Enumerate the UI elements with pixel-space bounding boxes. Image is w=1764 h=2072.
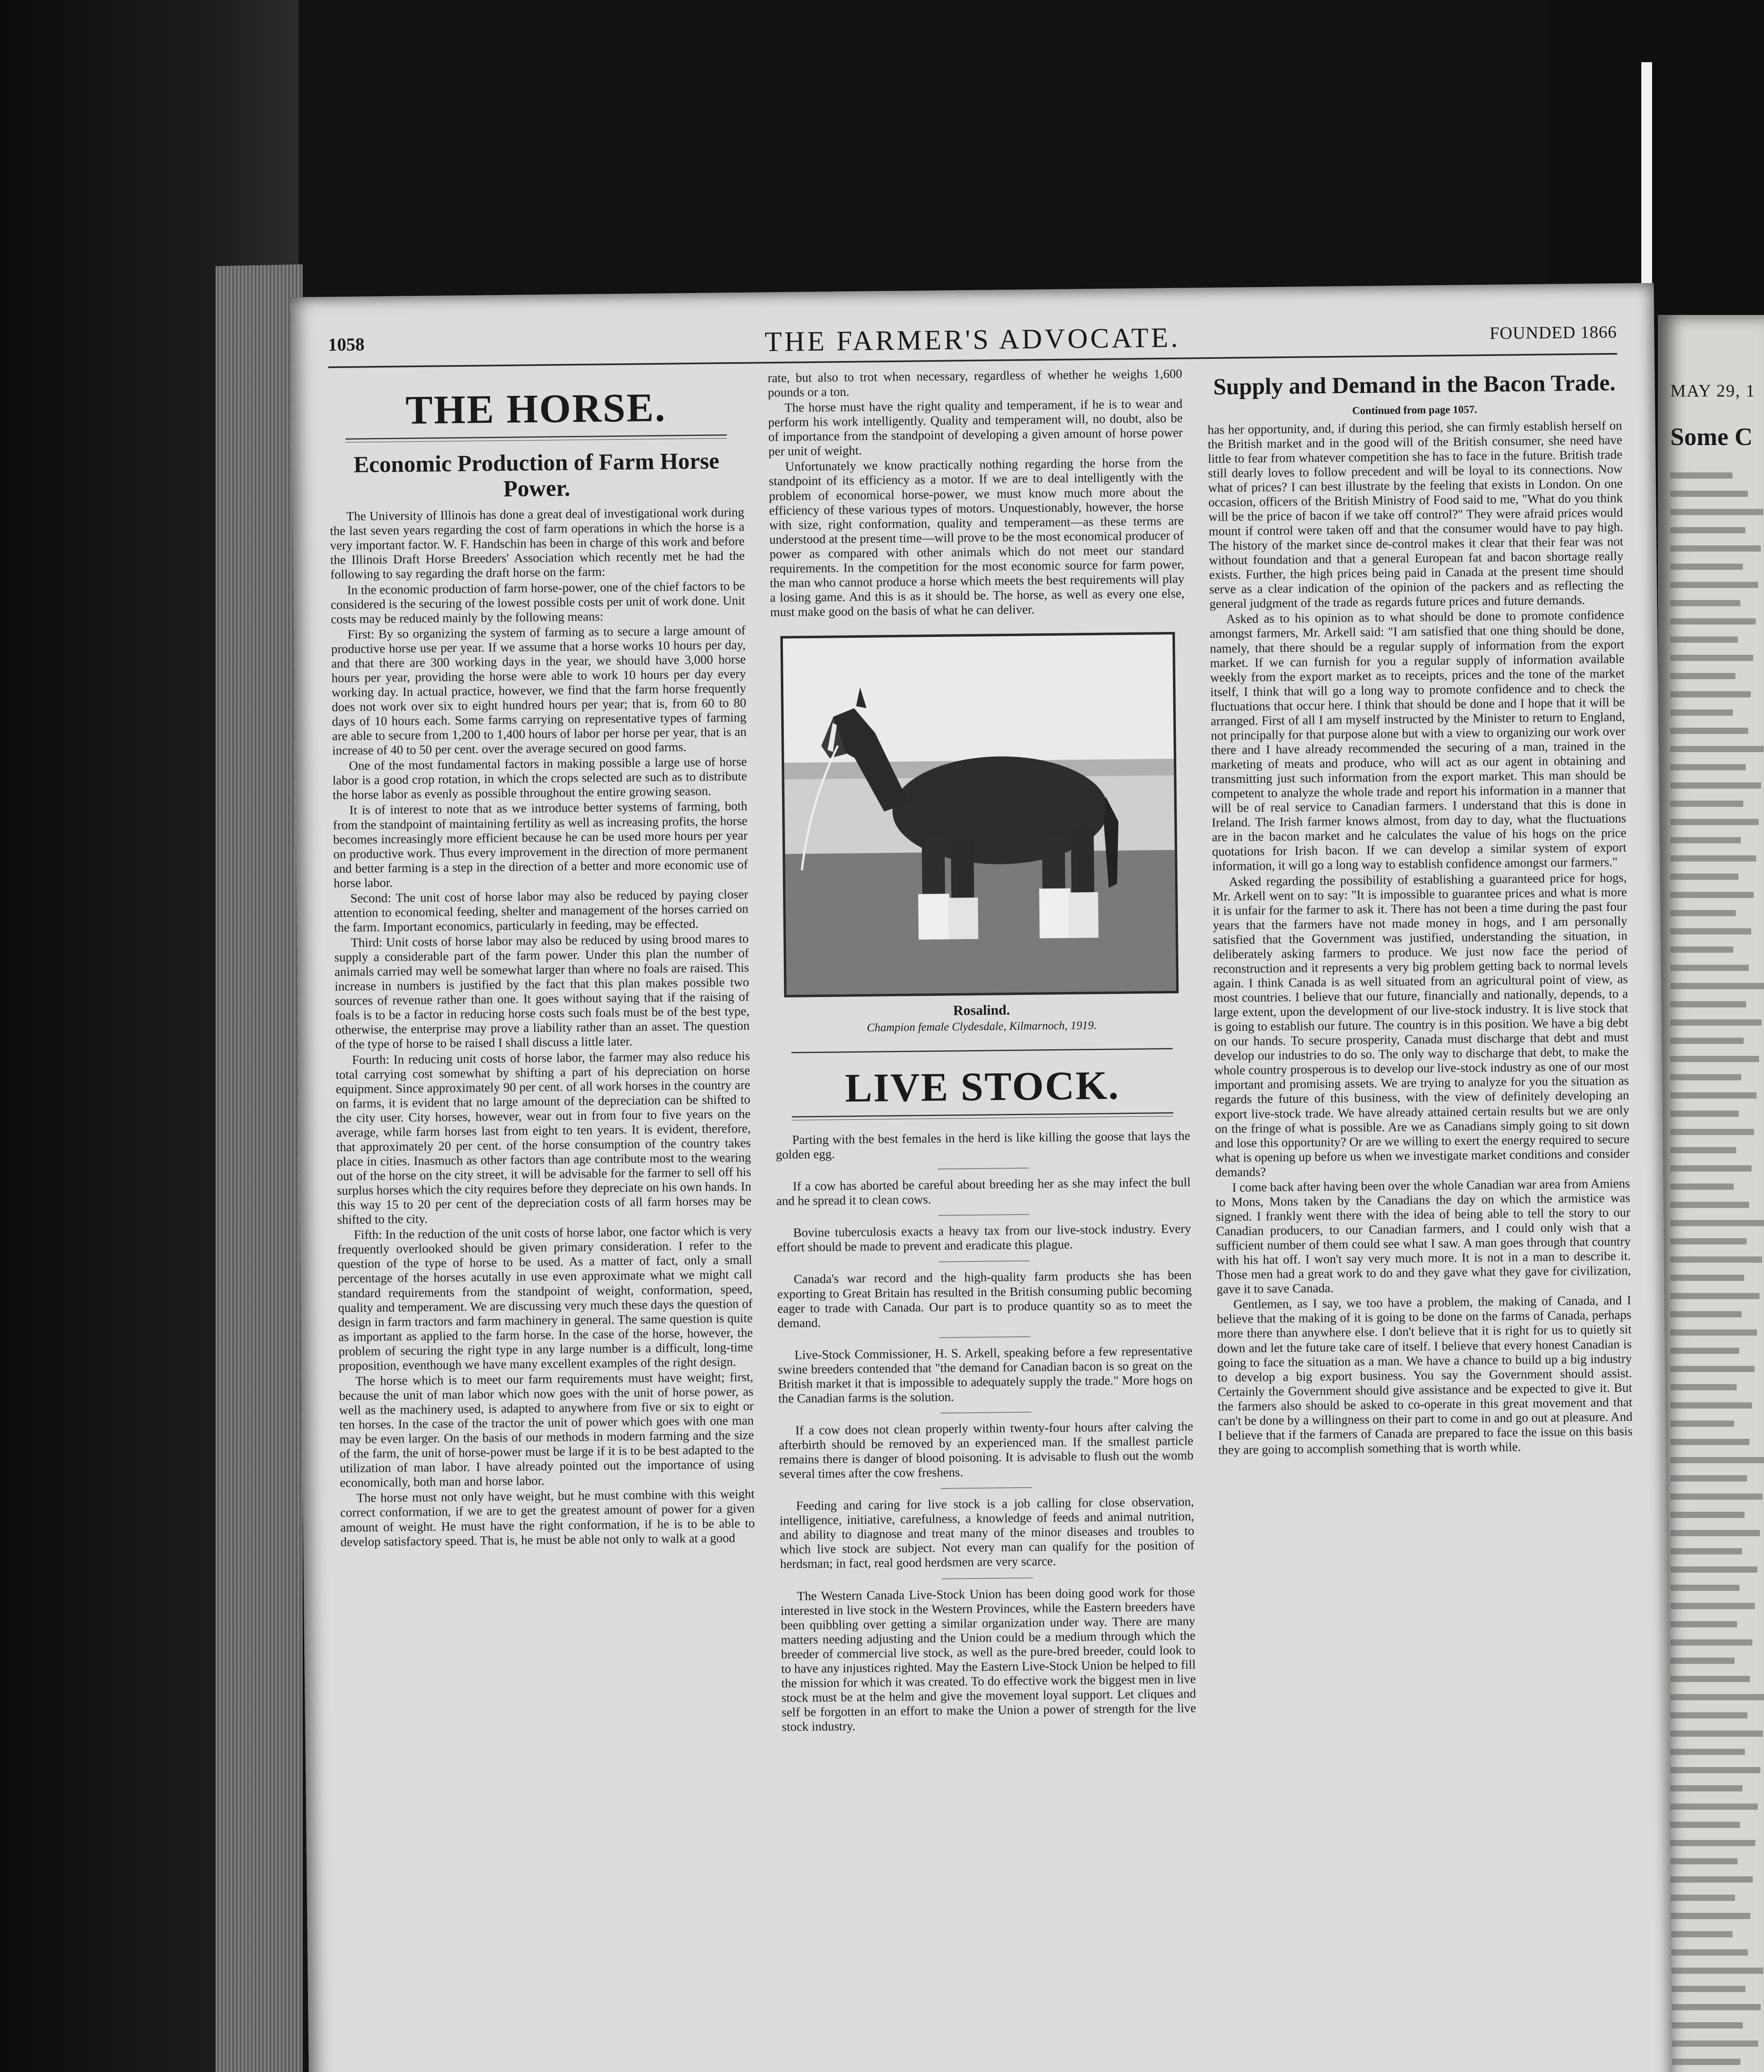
adjacent-text-line bbox=[1670, 1439, 1749, 1445]
item-separator bbox=[940, 1412, 1031, 1414]
item-separator bbox=[939, 1336, 1030, 1338]
adjacent-text-line bbox=[1670, 1822, 1740, 1828]
livestock-item: The Western Canada Live-Stock Union has been doing good work for those interested in live stock in the Western Provinces, while the Eastern breeders have been quibbling over getting a similar organization under way. There are many matters needing adjusting and the Union could be a medium through which the breeder of commercial live stock, as well as the pure-bred breeder, could look to to have any injustices righted. May the Eastern Live-Stock Union be helped to fill the mission for which it was created. To do effective work the biggest men in live stock must be at the helm and give the movement loyal support. Let cliques and self be forgotten in an effort to make the Union a power of strength for the live stock industry. bbox=[780, 1585, 1197, 1734]
adjacent-text-line bbox=[1670, 1749, 1745, 1755]
article-paragraph-continued: rate, but also to trot when necessary, regardless of whether he weighs 1,600 pounds or a ton. bbox=[768, 366, 1182, 400]
adjacent-text-line bbox=[1670, 746, 1764, 752]
adjacent-text-line bbox=[1670, 1256, 1762, 1263]
adjacent-text-line bbox=[1670, 1293, 1759, 1299]
article-paragraph: Unfortunately we know practically nothing regarding the horse from the standpoint of its efficiency as a motor. If we are to deal intelligently with the problem of economical horse-power, we must know much more about the efficiency of these various types of motors. Unquestionably, however, the horse with size, right conformation, quality and temperament—as these terms are understood at the present time—will prove to be the most economical producer of power as compared with other animals which do not meet our standard requirements. In the competition for the most economic source for farm power, the man who cannot produce a horse which meets the best requirements will play a losing game. And this is as it should be. The horse, as well as every one else, must make good on the basis of what he can deliver. bbox=[768, 455, 1185, 620]
adjacent-text-line bbox=[1670, 472, 1732, 479]
adjacent-text-line bbox=[1670, 1475, 1747, 1481]
item-separator bbox=[941, 1487, 1032, 1489]
film-frame-mark-top bbox=[1641, 62, 1652, 319]
adjacent-text-line bbox=[1670, 1968, 1763, 1974]
adjacent-text-line bbox=[1670, 855, 1756, 862]
article-paragraph: The horse which is to meet our farm requirements must have weight; first, because the unit of man labor which now goes with the unit of horse power, as well as the machinery used, is adapted to anywhere from five or six to eight or ten horses. In the case of the tractor the unit of power which goes with one man may be even larger. On the basis of our methods in modern farming and the size of the farm, the unit of horse-power must be large if it is to be best adapted to the utilization of man labor. I have already pointed out the importance of using economically, both man and horse labor. bbox=[339, 1370, 754, 1490]
adjacent-text-line bbox=[1670, 1275, 1744, 1281]
adjacent-text-line bbox=[1670, 1038, 1744, 1044]
adjacent-text-line bbox=[1670, 1767, 1760, 1773]
adjacent-text-line bbox=[1670, 983, 1764, 989]
horse-photograph bbox=[780, 632, 1179, 997]
adjacent-page bbox=[1658, 315, 1764, 2072]
adjacent-text-line bbox=[1670, 509, 1763, 515]
adjacent-text-line bbox=[1670, 1603, 1755, 1609]
article-paragraph: Asked as to his opinion as to what should be done to promote confidence amongst farmers, Mr. Arkell said: "I am satisfied that one thing should be done, namely, that there should be a regular supply of information from the export market. If we can furnish for you a regular supply of information available weekly from the export market as to receipts, prices and the tone of the market itself, I think that will go a long way to promote confidence and to check the fluctuations that occur here. I think that should be done and I hope that it will be arranged. First of all I am myself instructed by the Minister to return to England, not principally for that purpose alone but with a view to organizing our work over there and I have already recommended the securing of a man, trained in the marketing of meats and produce, who will act as our agent in obtaining and transmitting just such information from the export market. This man should be competent to analyze the whole trade and report his information in a manner that will be of real service to Canadian farmers. I understand that this is done in Ireland. The Irish farmer knows almost, from day to day, what the fluctuations are in the bacon market and he calculates the value of his hogs on the price quotations for Irish bacon. If we can develop a similar system of export information, it will go a long way to establish confidence amongst our farmers." bbox=[1209, 608, 1627, 874]
adjacent-text-line bbox=[1670, 1876, 1753, 1883]
adjacent-text-line bbox=[1670, 1165, 1752, 1172]
adjacent-text-line bbox=[1670, 1329, 1757, 1336]
adjacent-text-line bbox=[1670, 1512, 1745, 1518]
adjacent-text-line bbox=[1670, 491, 1748, 497]
article-paragraph: I come back after having been over the whole Canadian war area from Amiens to Mons, Mons taken by the Canadians the day on which the armistice was signed. I frankly went there with the idea of being able to tell the story to our Canadian producers, to our Canadian farmers, and I could only wish that a sufficient number of them could see what I saw. A man goes through that country with his hat off. I won't say very much more. It is not in a man to describe it. Those men had a great work to do and they gave what they gave for civilization, gave it to save Canada. bbox=[1215, 1176, 1631, 1297]
article-paragraph: Fourth: In reducing unit costs of horse labor, the farmer may also reduce his total carrying cost somewhat by shifting a part of his depreciation on horse equipment. Since approximately 90 per cent. of all work horses in the country are on farms, it is evident that no large amount of the depreciation can be shifted to the city user. City horses, however, wear out in from four to five years on the average, while farm horses last from eight to ten years. It is evident, therefore, that approximately 20 per cent. of the horse consumption of the country takes place in cities. Inasmuch as other factors than age contribute most to the wearing out of the horse on the city street, it will be advisable for the farmer to sell off his surplus horses which the city requires before they depreciate on his own hands. In this way 15 to 20 per cent of the depreciation costs of all farm horses may be shifted to the city. bbox=[335, 1048, 752, 1227]
article-paragraph: It is of interest to note that as we introduce better systems of farming, both from the standpoint of maintaining fertility as well as increasing profits, the horse becomes increasingly more efficient because he can be used more hours per year on productive work. Thus every improvement in the direction of more permanent and better farming is a step in the direction of a better and more economic use of horse labor. bbox=[333, 799, 748, 890]
column-1 bbox=[328, 371, 755, 1549]
column-2 bbox=[768, 367, 1196, 1734]
department-title-livestock: LIVE STOCK. bbox=[845, 1063, 1120, 1111]
adjacent-text-line bbox=[1670, 782, 1761, 789]
adjacent-text-line bbox=[1670, 1585, 1740, 1591]
adjacent-text-line bbox=[1670, 1712, 1747, 1719]
article-paragraph: Asked regarding the possibility of establishing a guaranteed price for hogs, Mr. Arkell went on to say: "It is impossible to guarantee prices and what is more it is unfair for the farmer to ask it. There has not been a time during the past four years that the farmers have not made money in hogs, and I am personally satisfied that the Government was justified, understanding the situation, in deliberately asking farmers to produce. We just now face the period of reconstruction and it represents a very big problem getting back to normal levels again. I think Canada is as well situated from an agricultural point of view, as most countries. I believe that our future, financially and nationally, depends, to a large extent, upon the development of our live-stock industry. It is live stock that is going to establish our future. The country is in this position. We have a big debt on our hands. To secure prosperity, Canada must discharge that debt and must develop our industries to do so. The only way to discharge that debt, to make the whole country prosperous is to develop our live-stock industry as one of our most important and promising assets. We are trying to analyze for you the situation as regards the future of this business, with the view of definitely developing an export live-stock trade. We have already attained certain results but we are only on the fringe of what is possible. Are we as Canadians simply going to sit down and lose this opportunity? Or are we willing to exert the energy required to secure what is opening up before us when we investigate market conditions and consider demands? bbox=[1212, 870, 1630, 1179]
founded-line: FOUNDED 1866 bbox=[1489, 322, 1617, 343]
adjacent-text-line bbox=[1670, 1074, 1741, 1080]
livestock-item: Live-Stock Commissioner, H. S. Arkell, speaking before a few representative swine breeders contended that "the demand for Canadian bacon is so great on the British market it that is impossible to adequately supply the trade." More hogs on the Canadian farms is the solution. bbox=[778, 1343, 1193, 1406]
adjacent-text-line bbox=[1670, 1731, 1763, 1737]
newspaper-page bbox=[290, 283, 1675, 2072]
adjacent-text-line bbox=[1670, 1421, 1734, 1427]
adjacent-text-line bbox=[1670, 1001, 1746, 1007]
adjacent-text-line bbox=[1670, 965, 1749, 971]
article-paragraph: One of the most fundamental factors in making possible a large use of horse labor is a good crop rotation, in which the crops selected are such as to distribute the horse labor as evenly as possible throughout the entire growing season. bbox=[332, 755, 747, 802]
adjacent-text-line bbox=[1670, 1548, 1742, 1554]
article-paragraph: First: By so organizing the system of farming as to secure a large amount of productive horse use per year. If we assume that a horse works 10 hours per day, and that there are 300 working days in the year, we should have 3,000 horse hours per year, providing the horse were able to work 10 hours per day every working day. In actual practice, however, we find that the farm horse frequently does not work over six to eight hundred hours per year; that is, from 60 to 80 days of 10 hours each. Some farms carrying on representative types of farming are able to secure from 1,200 to 1,400 hours of labor per horse per year, that is an increase of 40 to 50 per cent. over the average secured on good farms. bbox=[331, 623, 747, 758]
adjacent-text-line bbox=[1670, 1019, 1762, 1026]
adjacent-text-line bbox=[1670, 1056, 1759, 1062]
adjacent-text-line bbox=[1670, 1895, 1735, 1901]
adjacent-text-line bbox=[1670, 1493, 1762, 1500]
page-number: 1058 bbox=[328, 334, 365, 355]
adjacent-text-line bbox=[1670, 1220, 1764, 1226]
adjacent-text-line bbox=[1670, 1202, 1749, 1208]
adjacent-text-line bbox=[1670, 1566, 1757, 1573]
column-3 bbox=[1207, 362, 1633, 1457]
adjacent-text-line bbox=[1670, 1092, 1757, 1099]
adjacent-text-line bbox=[1670, 1986, 1745, 1992]
adjacent-text-line bbox=[1670, 928, 1751, 934]
adjacent-text-line bbox=[1670, 1111, 1739, 1117]
adjacent-text-line bbox=[1670, 1913, 1750, 1919]
adjacent-page-header: MAY 29, 1 bbox=[1670, 382, 1756, 401]
livestock-item: If a cow does not clean properly within twenty-four hours after calving the afterbirth should be removed by an experienced man. If the smallest particle remains there is danger of blood poisoning. It is advisable to flush out the womb several times after the cow freshens. bbox=[778, 1419, 1194, 1481]
adjacent-text-line bbox=[1670, 1658, 1735, 1664]
adjacent-text-line bbox=[1670, 1840, 1755, 1846]
article-paragraph: The horse must not only have weight, but he must combine with this weight correct conformation, if we are to get the greatest amount of power for a given amount of weight. He must have the right conformation, if he is to be able to develop satisfactory speed. That is, he must be able not only to walk at a good bbox=[340, 1487, 755, 1549]
adjacent-text-line bbox=[1670, 1184, 1734, 1190]
item-separator bbox=[942, 1577, 1033, 1579]
adjacent-text-line bbox=[1670, 1639, 1752, 1646]
adjacent-text-line bbox=[1670, 892, 1754, 898]
adjacent-text-line bbox=[1670, 709, 1733, 716]
photo-caption: Champion female Clydesdale, Kilmarnoch, 1919. bbox=[867, 1019, 1097, 1034]
adjacent-text-line bbox=[1670, 1129, 1754, 1135]
adjacent-text-line bbox=[1670, 527, 1745, 533]
adjacent-text-line bbox=[1670, 1147, 1736, 1153]
article-paragraph: In the economic production of farm horse-power, one of the chief factors to be considered is the securing of the lowest possible costs per unit of work done. Unit costs may be reduced mainly by the following means: bbox=[330, 579, 745, 626]
adjacent-text-line bbox=[1670, 564, 1743, 570]
adjacent-text-line bbox=[1670, 1949, 1748, 1956]
adjacent-text-line bbox=[1670, 1348, 1739, 1354]
adjacent-text-line bbox=[1670, 874, 1738, 880]
article-paragraph: The University of Illinois has done a great deal of investigational work during the last seven years regarding the cost of farm operations in which the horse is a very important factor. W. F. Handschin has been in charge of this work and before the Illinois Draft Horse Breeders' Association which recently met he had the following to say regarding the draft horse on the farm: bbox=[330, 505, 745, 582]
adjacent-text-line bbox=[1670, 545, 1761, 552]
adjacent-text-line bbox=[1670, 1311, 1742, 1317]
livestock-item: If a cow has aborted be careful about breeding her as she may infect the bull and he spread it to clean cows. bbox=[776, 1175, 1191, 1208]
book-page-edges bbox=[216, 264, 303, 2072]
adjacent-text-line bbox=[1670, 1676, 1750, 1682]
article-paragraph: The horse must have the right quality and temperament, if he is to wear and perform his work intelligently. Quality and temperament will, no doubt, also be of importance from the standpoint of developing a given amount of horse power per unit of weight. bbox=[768, 396, 1183, 459]
bacon-article-headline: Supply and Demand in the Bacon Trade. bbox=[1213, 370, 1616, 400]
adjacent-text-line bbox=[1670, 2059, 1740, 2065]
department-title-horse: THE HORSE. bbox=[405, 385, 667, 433]
adjacent-text-line bbox=[1670, 1858, 1737, 1864]
adjacent-text-line bbox=[1670, 2041, 1758, 2047]
adjacent-text-line bbox=[1670, 819, 1759, 825]
item-separator bbox=[938, 1214, 1029, 1216]
adjacent-text-line bbox=[1670, 1384, 1737, 1390]
adjacent-text-line bbox=[1670, 655, 1753, 661]
adjacent-text-line bbox=[1670, 1238, 1747, 1244]
article-paragraph: has her opportunity, and, if during this period, she can firmly establish herself on the British market and in the good will of the British consumer, she need have little to fear from whatever competition she has to face in the future. British trade still dearly loves to follow precedent and will be loyal to its connections. Now what of prices? I can best illustrate by the feeling that exists in London. On one occasion, officers of the British Ministry of Food said to me, "What do you think will be the price of bacon if we take off control?" They were afraid prices would mount if control were taken off and that the consumer would have to pay high. The history of the market since de-control makes it clear that their fear was not without foundation and that a general European fat and bacon shortage really exists. Further, the high prices being paid in Canada at the present time should serve as a clear indication of the opinion of the packers and as reflecting the general judgment of the trade as regards future prices and future demands. bbox=[1207, 418, 1624, 611]
adjacent-text-line bbox=[1670, 1457, 1764, 1463]
adjacent-text-line bbox=[1670, 801, 1743, 807]
adjacent-text-line bbox=[1670, 1931, 1732, 1937]
adjacent-text-line bbox=[1670, 691, 1751, 697]
adjacent-text-line bbox=[1670, 637, 1738, 643]
item-separator bbox=[939, 1261, 1030, 1262]
adjacent-text-line bbox=[1670, 600, 1740, 606]
livestock-item: Canada's war record and the high-quality farm products she has been exporting to Great Britain has resulted in the British consuming public becoming eager to trade with Canada. Our part is to produce quantity so as to meet the demand. bbox=[777, 1268, 1192, 1330]
article-headline: Economic Production of Farm Horse Power. bbox=[353, 448, 720, 502]
article-paragraph: Second: The unit cost of horse labor may also be reduced by paying closer attention to economical feeding, shelter and management of the horses carried on the farm. Important economics, particularly in feeding, may be effected. bbox=[334, 887, 749, 935]
livestock-item: Parting with the best females in the herd is like killing the goose that lays the golden egg. bbox=[775, 1128, 1190, 1162]
adjacent-text-line bbox=[1670, 764, 1746, 770]
adjacent-text-line bbox=[1670, 2004, 1761, 2010]
livestock-item: Feeding and caring for live stock is a job calling for close observation, intelligence, initiative, carefulness, a knowledge of feeds and animal nutrition, and ability to diagnose and treat many of the minor diseases and troubles to which live stock are subject. Not every man can qualify for the position of herdsman; in fact, real good herdsmen are very scarce. bbox=[779, 1494, 1195, 1571]
livestock-item: Bovine tuberculosis exacts a heavy tax from our live-stock industry. Every effort should be made to prevent and eradicate this plague. bbox=[776, 1221, 1191, 1255]
adjacent-text-line bbox=[1670, 1366, 1754, 1372]
adjacent-text-line bbox=[1670, 673, 1735, 679]
continued-from-note: Continued from page 1057. bbox=[1352, 403, 1477, 417]
article-paragraph: Third: Unit costs of horse labor may also be reduced by using brood mares to supply a considerable part of the farm power. Under this plan the number of animals carried may well be somewhat larger than where no foals are raised. This increase in numbers is justified by the fact that this plan makes possible two sources of revenue rather than one. It goes without saying that if the raising of foals is to be a factor in reducing horse costs such foals must be of the best type, otherwise, the enterprise may prove a liability rather than an asset. The question of the type of horse to be raised I shall discuss a little later. bbox=[334, 931, 750, 1052]
article-paragraph: Gentlemen, as I say, we too have a problem, the making of Canada, and I believe that the making of it is going to be done on the farms of Canada, perhaps more there than anywhere else. I don't believe that it is right for us to quietly sit down and let the future take care of itself. I believe that every honest Canadian is going to face the situation as a man. We have a chance to build up a big industry to develop a big export business. You say the Government should assist. Certainly the Government should give assistance and be expected to give it. But the farmers also should be asked to co-operate in this great movement and that can't be done by a willingness on their part to come in and go out at pleasure. And I believe that if the farmers of Canada are prepared to face the issue on this basis they are going to accomplish something that is worth while. bbox=[1216, 1293, 1633, 1457]
adjacent-text-line bbox=[1670, 1803, 1758, 1810]
adjacent-text-line bbox=[1670, 2022, 1743, 2028]
adjacent-text-line bbox=[1670, 910, 1736, 916]
adjacent-text-line bbox=[1670, 837, 1741, 843]
adjacent-text-line bbox=[1670, 1402, 1752, 1409]
adjacent-text-line bbox=[1670, 1621, 1737, 1627]
adjacent-text-line bbox=[1670, 582, 1758, 588]
horse-illustration bbox=[783, 634, 1176, 995]
adjacent-text-line bbox=[1670, 728, 1748, 734]
department-rule bbox=[791, 1048, 1173, 1053]
masthead: THE FARMER'S ADVOCATE. bbox=[764, 321, 1180, 358]
photo-caption-title: Rosalind. bbox=[953, 1002, 1010, 1019]
article-paragraph: Fifth: In the reduction of the unit costs of horse labor, one factor which is very frequently overlooked should be given primary consideration. I refer to the question of the type of horse to be used. As a matter of fact, only a small percentage of the horses acutally in use even approximate what we might call standard requirements from the standpoint of weight, conformation, speed, quality and temperament. We are discussing very much these days the question of design in farm tractors and farm machinery in general. The same question is quite as important as applied to the farm horse. In the case of the horse, however, the problem of securing the right type in any large number is a difficult, long-time proposition, eventhough we have many excellent examples of the right design. bbox=[337, 1223, 753, 1373]
adjacent-text-line bbox=[1670, 618, 1756, 625]
item-separator bbox=[938, 1168, 1029, 1169]
adjacent-text-line bbox=[1670, 1530, 1760, 1536]
adjacent-page-title: Some C bbox=[1670, 423, 1753, 450]
adjacent-page-text bbox=[1670, 472, 1764, 2072]
adjacent-text-line bbox=[1670, 946, 1733, 953]
adjacent-text-line bbox=[1670, 1694, 1764, 1700]
adjacent-text-line bbox=[1670, 1785, 1742, 1791]
